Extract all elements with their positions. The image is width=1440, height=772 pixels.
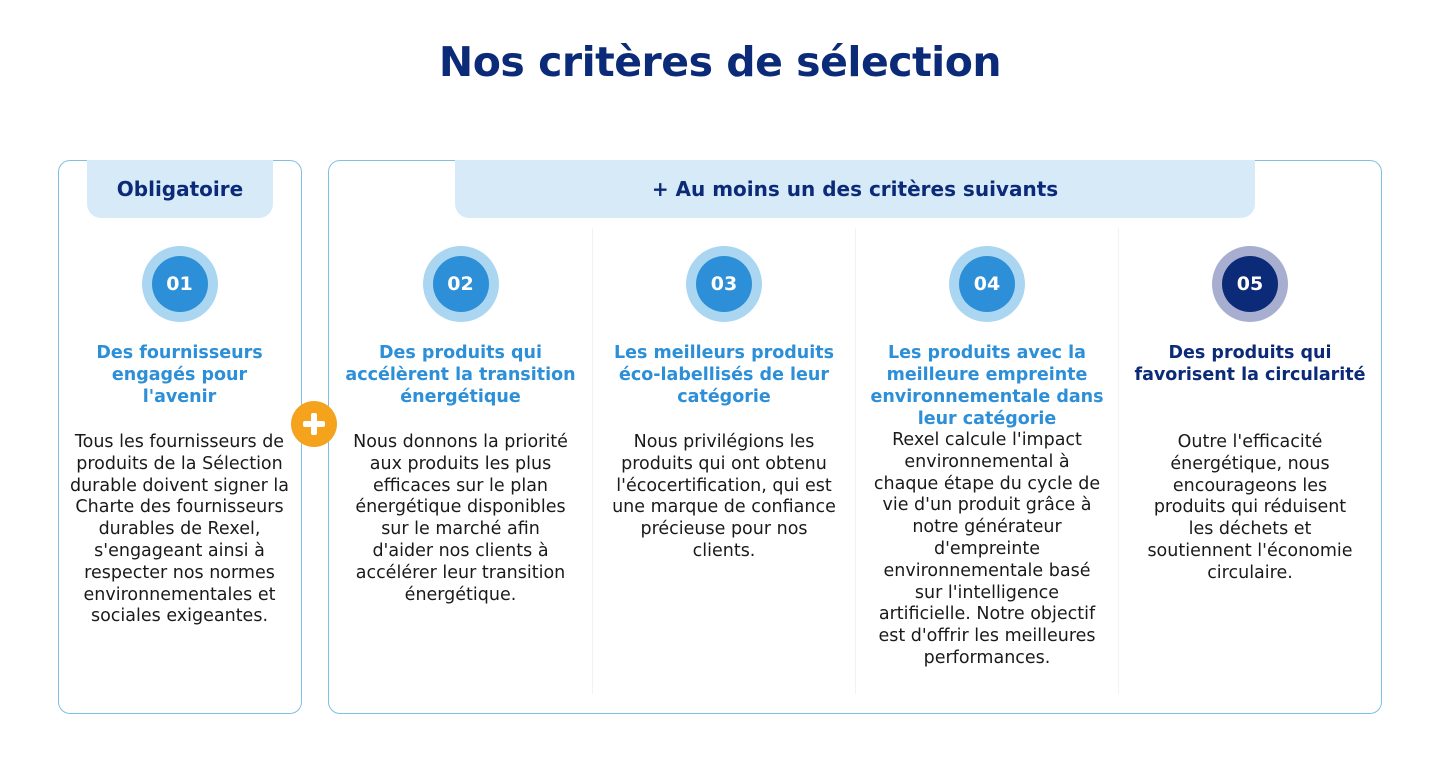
number-badge	[423, 246, 499, 322]
criterion-description: Nous donnons la priorité aux produits les plus efficaces sur le plan énergétique disponibles sur le marché afin d'aider nos clients à accélérer leur transition énergétique.	[353, 432, 568, 605]
number-label: 04	[959, 256, 1015, 312]
criterion-description: Rexel calcule l'impact environnemental à chaque étape du cycle de vie d'un produit grâce à notre générateur d'empreinte environnementale basé sur l'intelligence artificielle. Notre objectif est d'offrir les meilleures performances.	[873, 430, 1101, 668]
optional-tab: + Au moins un des critères suivants	[455, 160, 1255, 218]
number-label: 05	[1222, 256, 1278, 312]
criterion-card-02	[338, 228, 583, 694]
criterion-title: Des produits qui favorisent la circularité	[1134, 343, 1366, 385]
page-title: Nos critères de sélection	[438, 38, 1002, 86]
number-badge	[949, 246, 1025, 322]
criterion-title: Les produits avec la meilleure empreinte environnementale dans leur catégorie	[870, 343, 1104, 429]
criterion-card-01	[57, 228, 302, 694]
criterion-description: Outre l'efficacité énergétique, nous encourageons les produits qui réduisent les déchets et soutiennent l'économie circulaire.	[1147, 432, 1353, 583]
criterion-title: Des produits qui accélèrent la transition énergétique	[345, 343, 576, 407]
criterion-card-04	[855, 228, 1118, 694]
number-badge	[1212, 246, 1288, 322]
mandatory-tab: Obligatoire	[87, 160, 273, 218]
criterion-description: Tous les fournisseurs de produits de la Sélection durable doivent signer la Charte des fournisseurs durables de Rexel, s'engageant ainsi à respecter nos normes environnementales et sociales exigeantes.	[69, 432, 290, 627]
number-label: 02	[433, 256, 489, 312]
criterion-card-03	[592, 228, 855, 694]
criterion-title: Des fournisseurs engagés pour l'avenir	[96, 343, 263, 407]
number-badge	[142, 246, 218, 322]
number-label: 01	[152, 256, 208, 312]
number-badge	[686, 246, 762, 322]
criterion-card-05	[1118, 228, 1381, 694]
number-label: 03	[696, 256, 752, 312]
criterion-title: Les meilleurs produits éco-labellisés de leur catégorie	[613, 343, 835, 407]
criterion-description: Nous privilégions les produits qui ont obtenu l'écocertification, qui est une marque de confiance précieuse pour nos clients.	[612, 432, 836, 561]
